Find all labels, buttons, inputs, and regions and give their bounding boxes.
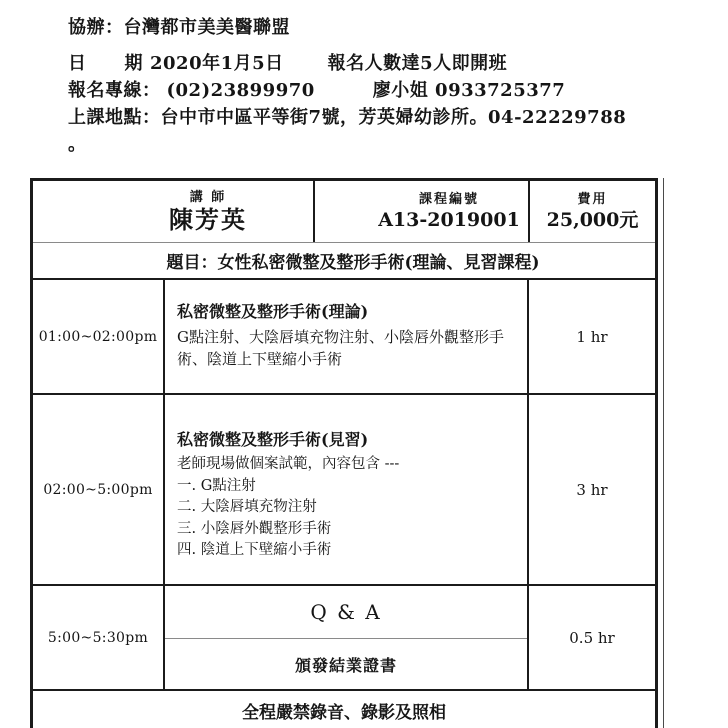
spacer	[87, 64, 125, 65]
qa-text: Q & A	[310, 600, 382, 624]
session-time	[33, 395, 163, 584]
course-code-value: A13-2019001	[378, 209, 520, 231]
location-text: 上課地點：台中市中區平等街7號，芳英婦幼診所。04-22229788	[68, 107, 627, 128]
course-code-cell	[313, 181, 528, 242]
location-tail-text: 。	[68, 134, 87, 155]
session-content	[163, 280, 529, 393]
session-content	[163, 395, 529, 584]
contact-person: 廖小姐 0933725377	[372, 80, 566, 101]
topic-row	[33, 243, 655, 280]
spacer	[284, 64, 328, 65]
course-code-label: 課程編號	[418, 192, 479, 207]
session-duration	[529, 280, 655, 393]
topic-text: 題目：女性私密微整及整形手術(理論、見習課程)	[166, 253, 540, 273]
session-duration-text: 0.5 hr	[569, 628, 615, 647]
session-time-text: 01:00~02:00pm	[38, 328, 158, 345]
session-duration-text: 3 hr	[576, 480, 608, 499]
hotline-phone: (02)23899970	[166, 80, 315, 101]
date-word: 期	[124, 53, 143, 74]
location-overflow-line	[68, 131, 626, 158]
table-footer-row	[33, 691, 655, 728]
session-row-practicum	[33, 395, 655, 586]
fee-cell	[528, 181, 655, 242]
session-duration	[529, 586, 655, 689]
co-organizer-text: 協辦：台灣都市美美醫聯盟	[68, 17, 290, 38]
session-item-2: 二. 大陰唇填充物注射	[177, 499, 317, 515]
qa-subrow	[165, 586, 527, 639]
hotline-line	[68, 77, 626, 104]
session-item-3: 三. 小陰唇外觀整形手術	[177, 520, 332, 537]
spacer	[143, 64, 150, 65]
spacer	[315, 91, 373, 92]
session-intro: 老師現場做個案試範，內容包含 ---	[177, 456, 400, 472]
instructor-cell	[33, 181, 313, 242]
fee-value: 25,000元	[546, 209, 639, 231]
qa-certificate-cell	[163, 586, 529, 689]
course-table	[30, 178, 658, 728]
session-duration	[529, 395, 655, 584]
session-description: G點注射、大陰唇填充物注射、小陰唇外觀整形手術、陰道上下壁縮小手術	[177, 328, 504, 368]
location-line	[68, 104, 626, 131]
session-item-4: 四. 陰道上下壁縮小手術	[177, 542, 332, 558]
instructor-label: 講 師	[189, 190, 227, 205]
enrollment-note: 報名人數達5人即開班	[327, 53, 508, 74]
intro-block	[68, 14, 626, 158]
date-label: 日	[68, 53, 87, 74]
fee-label: 費用	[577, 192, 608, 207]
certificate-text: 頒發結業證書	[294, 655, 397, 675]
session-title: 私密微整及整形手術(見習)	[177, 430, 369, 449]
session-row-theory	[33, 280, 655, 395]
date-line	[68, 50, 626, 77]
certificate-subrow	[165, 639, 527, 689]
session-time	[33, 280, 163, 393]
co-organizer-line	[68, 14, 626, 41]
session-row-qa	[33, 586, 655, 691]
session-time	[33, 586, 163, 689]
session-duration-text: 1 hr	[576, 327, 608, 346]
table-right-outer-line	[663, 178, 664, 728]
session-item-1: 一. G點注射	[177, 477, 256, 494]
hotline-label: 報名專線：	[68, 80, 161, 101]
session-time-text: 02:00~5:00pm	[43, 481, 153, 498]
instructor-name: 陳芳英	[169, 205, 247, 234]
table-header-row	[33, 181, 655, 243]
session-title: 私密微整及整形手術(理論)	[177, 302, 369, 321]
footer-note-text: 全程嚴禁錄音、錄影及照相	[242, 703, 446, 723]
session-time-text: 5:00~5:30pm	[47, 629, 149, 646]
date-value: 2020年1月5日	[150, 53, 284, 74]
